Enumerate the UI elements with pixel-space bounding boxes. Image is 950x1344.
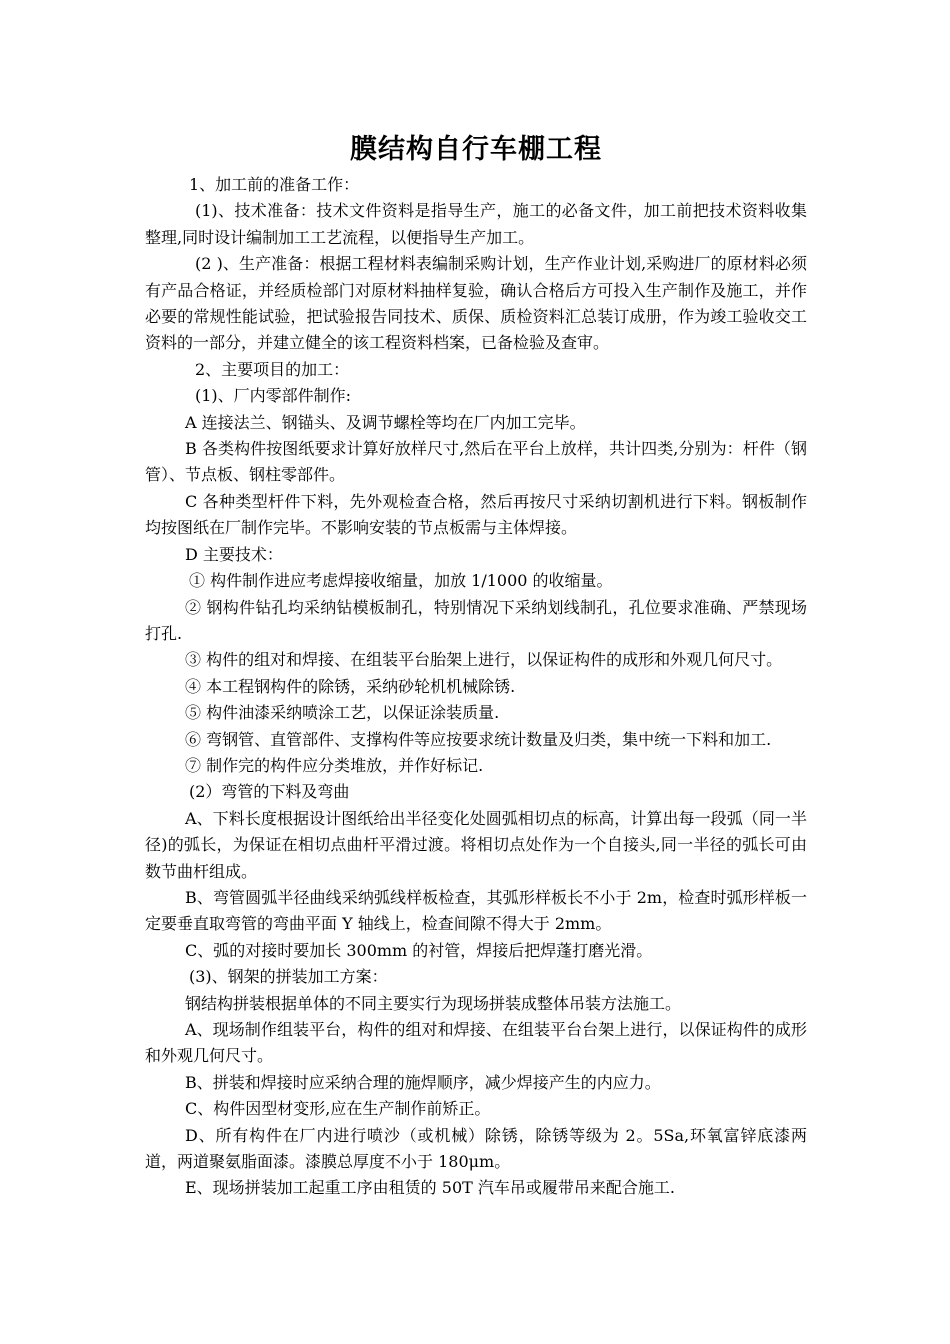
paragraph: B、拼装和焊接时应采纳合理的施焊顺序，减少焊接产生的内应力。 [185,1072,661,1092]
paragraph: A 连接法兰、钢锚头、及调节螺栓等均在厂内加工完毕。 [185,412,586,432]
subsection-heading: (3)、钢架的拼装加工方案： [189,967,388,987]
paragraph: C 各种类型杆件下料，先外观检查合格，然后再按尺寸采纳切割机进行下料。钢板制作均按图纸在厂制作完毕。不影响安装的节点板需与主体焊接。 [145,491,807,538]
paragraph: C、弧的对接时要加长 300mm 的衬管，焊接后把焊蓬打磨光滑。 [185,940,653,960]
list-item: ③ 构件的组对和焊接、在组装平台胎架上进行，以保证构件的成形和外观几何尺寸。 [185,650,783,670]
paragraph: (2 )、生产准备：根据工程材料表编制采购计划，生产作业计划,采购进厂的原材料必须有产品合格证，并经质检部门对原材料抽样复验，确认合格后方可投入生产制作及施工，并作必要的常规性能试验，把试验报告同技术、质保、质检资料汇总装订成册，作为竣工验收交工资料的一部分，并建立健全的该工程资料档案，已备检验及查审。 [145,254,807,353]
section-heading: 2、主要项目的加工： [195,359,350,379]
list-item: ⑦ 制作完的构件应分类堆放，并作好标记. [185,755,484,775]
paragraph: C、构件因型材变形,应在生产制作前矫正。 [185,1099,491,1119]
paragraph: (1)、技术准备：技术文件资料是指导生产，施工的必备文件，加工前把技术资料收集整理,同时设计编制加工工艺流程，以便指导生产加工。 [145,201,807,247]
paragraph: A、现场制作组装平台，构件的组对和焊接、在组装平台台架上进行，以保证构件的成形和外观几何尺寸。 [145,1020,807,1066]
subsection-heading: (2）弯管的下料及弯曲 [189,782,350,802]
paragraph: 钢结构拼装根据单体的不同主要实行为现场拼装成整体吊装方法施工。 [185,993,682,1013]
document-title: 膜结构自行车棚工程 [350,134,602,165]
paragraph: E、现场拼装加工起重工序由租赁的 50T 汽车吊或履带吊来配合施工. [185,1178,675,1198]
paragraph: A、下料长度根据设计图纸给出半径变化处圆弧相切点的标高，计算出每一段弧（同一半径)的弧长，为保证在相切点曲杆平滑过渡。将相切点处作为一个自接头,同一半径的弧长可由数节曲杆组成。 [145,808,807,881]
document-page [145,128,807,1202]
list-item: ⑤ 构件油漆采纳喷涂工艺，以保证涂装质量. [185,703,500,723]
paragraph: D 主要技术： [185,544,283,564]
paragraph: B 各类构件按图纸要求计算好放样尺寸,然后在平台上放样，共计四类,分别为：杆件（钢管）、节点板、钢柱零部件。 [145,439,807,485]
list-item: ① 构件制作进应考虑焊接收缩量，加放 1/1000 的收缩量。 [189,571,613,591]
list-item: ⑥ 弯钢管、直管部件、支撑构件等应按要求统计数量及归类，集中统一下料和加工. [185,729,772,749]
subsection-heading: (1)、厂内零部件制作: [195,386,352,406]
section-heading: 1、加工前的准备工作： [189,175,360,194]
list-item: ② 钢构件钻孔均采纳钻模板制孔，特别情况下采纳划线制孔，孔位要求准确、严禁现场打孔. [145,597,807,643]
list-item: ④ 本工程钢构件的除锈，采纳砂轮机机械除锈. [185,676,516,696]
paragraph: D、所有构件在厂内进行喷沙（或机械）除锈，除锈等级为 2。5Sa,环氧富锌底漆两道，两道聚氨脂面漆。漆膜总厚度不小于 180μm。 [145,1125,807,1172]
paragraph: B、弯管圆弧半径曲线采纳弧线样板检查，其弧形样板长不小于 2m，检查时弧形样板一定要垂直取弯管的弯曲平面 Y 轴线上，检查间隙不得大于 2mm。 [145,887,807,934]
